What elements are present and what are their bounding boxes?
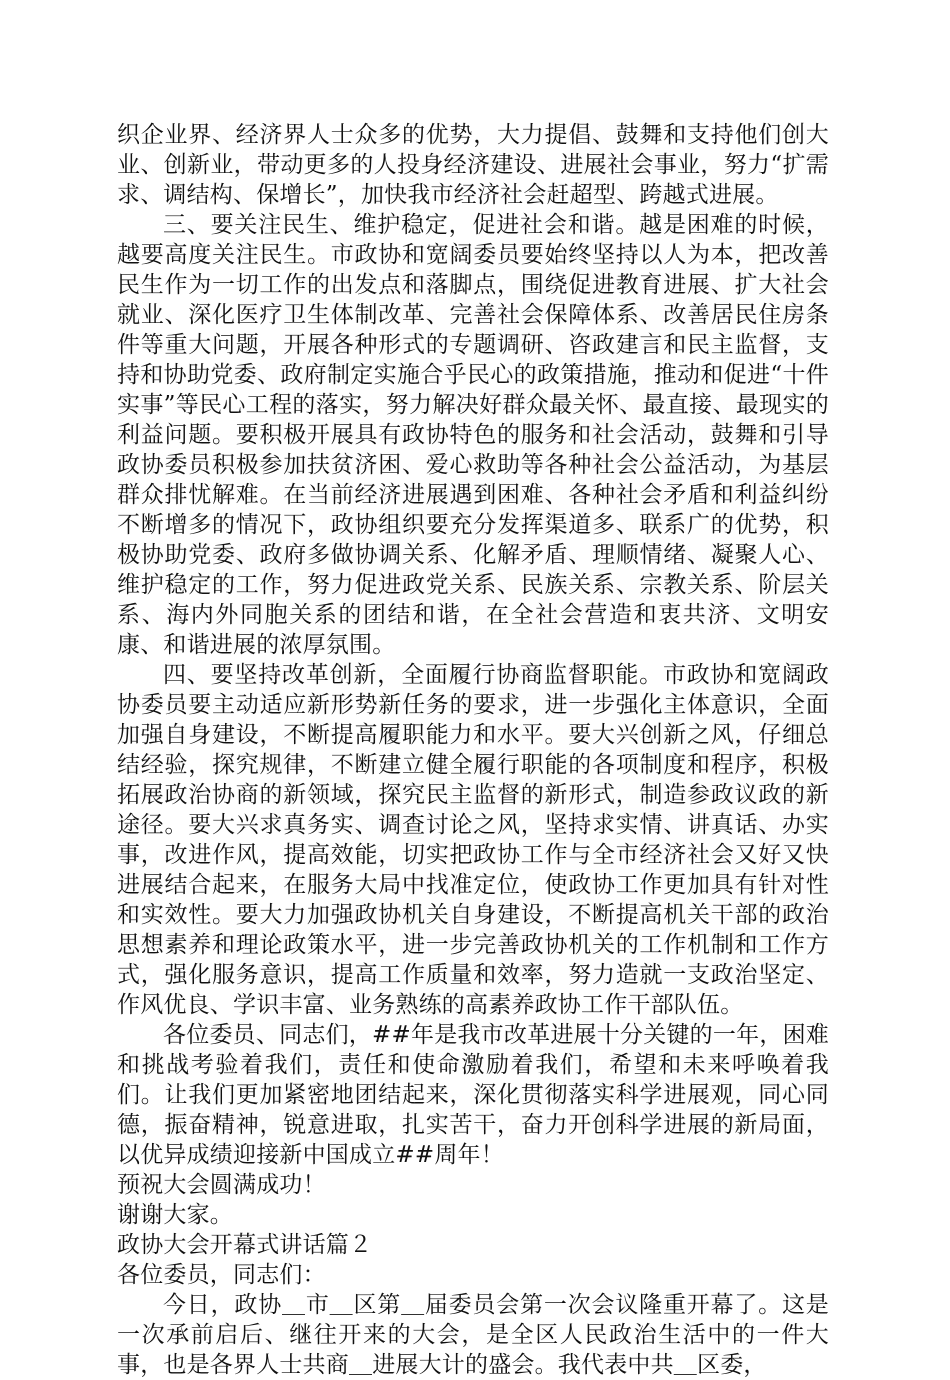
paragraph-closing-remarks: 各位委员、同志们，##年是我市改革进展十分关键的一年，困难和挑战考验着我们，责任和使命激励着我们，希望和未来呼唤着我们。让我们更加紧密地团结起来，深化贯彻落实科学进展观，同心同德，振奋精神，锐意进取，扎实苦干，奋力开创科学进展的新局面，以优异成绩迎接新中国成立##周年！ <box>117 1022 829 1168</box>
paragraph-section-four: 四、要坚持改革创新，全面履行协商监督职能。市政协和宽阔政协委员要主动适应新形势新任务的要求，进一步强化主体意识，全面加强自身建设，不断提高履职能力和水平。要大兴创新之风，仔细总结经验，探究规律，不断建立健全履行职能的各项制度和程序，积极拓展政治协商的新领域，探究民主监督的新形式，制造参政议政的新途径。要大兴求真务实、调查讨论之风，坚持求实情、讲真话、办实事，改进作风，提高效能，切实把政协工作与全市经济社会又好又快进展结合起来，在服务大局中找准定位，使政协工作更加具有针对性和实效性。要大力加强政协机关自身建设，不断提高机关干部的政治思想素养和理论政策水平，进一步完善政协机关的工作机制和工作方式，强化服务意识，提高工作质量和效率，努力造就一支政治坚定、作风优良、学识丰富、业务熟练的高素养政协工作干部队伍。 <box>117 662 829 1018</box>
paragraph-wish: 预祝大会圆满成功！ <box>117 1172 326 1198</box>
paragraph-thanks: 谢谢大家。 <box>117 1202 233 1228</box>
section-heading: 政协大会开幕式讲话篇２ <box>117 1232 373 1258</box>
paragraph-continued: 织企业界、经济界人士众多的优势，大力提倡、鼓舞和支持他们创大业、创新业，带动更多的人投身经济建设、进展社会事业，努力“扩需求、调结构、保增长”，加快我市经济社会赶超型、跨越式进展。 <box>117 122 829 208</box>
paragraph-opening: 今日，政协＿市＿区第＿届委员会第一次会议隆重开幕了。这是一次承前启后、继往开来的大会，是全区人民政治生活中的一件大事，也是各界人士共商＿进展大计的盛会。我代表中共＿区委， <box>117 1292 829 1378</box>
document-body <box>117 120 829 1380</box>
paragraph-section-three: 三、要关注民生、维护稳定，促进社会和谐。越是困难的时候，越要高度关注民生。市政协和宽阔委员要始终坚持以人为本，把改善民生作为一切工作的出发点和落脚点，围绕促进教育进展、扩大社会就业、深化医疗卫生体制改革、完善社会保障体系、改善居民住房条件等重大问题，开展各种形式的专题调研、咨政建言和民主监督，支持和协助党委、政府制定实施合乎民心的政策措施，推动和促进“十件实事”等民心工程的落实，努力解决好群众最关怀、最直接、最现实的利益问题。要积极开展具有政协特色的服务和社会活动，鼓舞和引导政协委员积极参加扶贫济困、爱心救助等各种社会公益活动，为基层群众排忧解难。在当前经济进展遇到困难、各种社会矛盾和利益纠纷不断增多的情况下，政协组织要充分发挥渠道多、联系广的优势，积极协助党委、政府多做协调关系、化解矛盾、理顺情绪、凝聚人心、维护稳定的工作，努力促进政党关系、民族关系、宗教关系、阶层关系、海内外同胞关系的团结和谐，在全社会营造和衷共济、文明安康、和谐进展的浓厚氛围。 <box>117 212 829 658</box>
paragraph-salutation: 各位委员，同志们： <box>117 1262 326 1288</box>
